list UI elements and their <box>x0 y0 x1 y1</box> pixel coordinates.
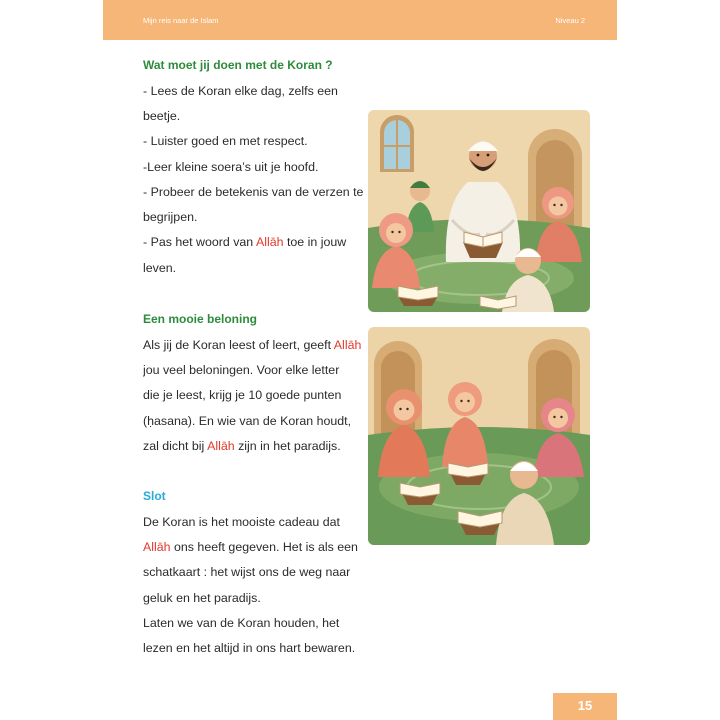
page-number: 15 <box>553 693 617 720</box>
text-segment: - Pas het woord van <box>143 235 256 250</box>
text-line: - Probeer de betekenis van de verzen te <box>143 184 364 199</box>
text-segment: Als jij de Koran leest of leert, geeft <box>143 337 334 352</box>
section-what-to-do <box>143 53 365 281</box>
text-line: schatkaart : het wijst ons de weg naar <box>143 565 351 580</box>
illustration-children-reading <box>368 327 590 545</box>
text-line <box>143 333 365 358</box>
section-heading: Een mooie beloning <box>143 312 258 327</box>
text-line: geluk en het paradijs. <box>143 590 261 605</box>
section-reward <box>143 307 365 459</box>
text-line <box>143 535 365 560</box>
illustration-teacher-svg <box>368 110 590 312</box>
text-segment: zal dicht bij <box>143 438 208 453</box>
text-line: - Luister goed en met respect. <box>143 134 308 149</box>
highlight-word: Allāh <box>143 539 171 554</box>
text-line: - Lees de Koran elke dag, zelfs een <box>143 83 338 98</box>
section-heading: Slot <box>143 489 166 504</box>
text-line: leven. <box>143 260 177 275</box>
text-segment: zijn in het paradijs. <box>234 438 341 453</box>
text-line: -Leer kleine soera’s uit je hoofd. <box>143 159 319 174</box>
arched-window <box>380 115 414 172</box>
text-line: Laten we van de Koran houden, het <box>143 615 340 630</box>
illustration-children-svg <box>368 327 590 545</box>
text-segment: ons heeft gegeven. Het is als een <box>170 539 358 554</box>
header-band <box>103 0 617 40</box>
text-line: die je leest, krijg je 10 goede punten <box>143 388 342 403</box>
highlight-word: Allāh <box>207 438 235 453</box>
illustration-teacher-with-children <box>368 110 590 312</box>
text-line: begrijpen. <box>143 210 198 225</box>
text-line: jou veel beloningen. Voor elke letter <box>143 362 340 377</box>
section-heading: Wat moet jij doen met de Koran ? <box>143 58 333 73</box>
highlight-word: Allāh <box>333 337 362 352</box>
text-line: De Koran is het mooiste cadeau dat <box>143 514 340 529</box>
text-line: lezen en het altijd in ons hart bewaren. <box>143 641 356 656</box>
text-line <box>143 230 365 255</box>
text-line <box>143 434 365 459</box>
text-line: beetje. <box>143 108 181 123</box>
level-label: Niveau 2 <box>555 16 585 25</box>
section-conclusion <box>143 484 365 661</box>
text-line: (ḥasana). En wie van de Koran houdt, <box>143 413 352 428</box>
highlight-word: Allāh <box>255 235 284 250</box>
text-segment: toe in jouw <box>283 235 347 250</box>
book-title: Mijn reis naar de Islam <box>143 16 219 25</box>
